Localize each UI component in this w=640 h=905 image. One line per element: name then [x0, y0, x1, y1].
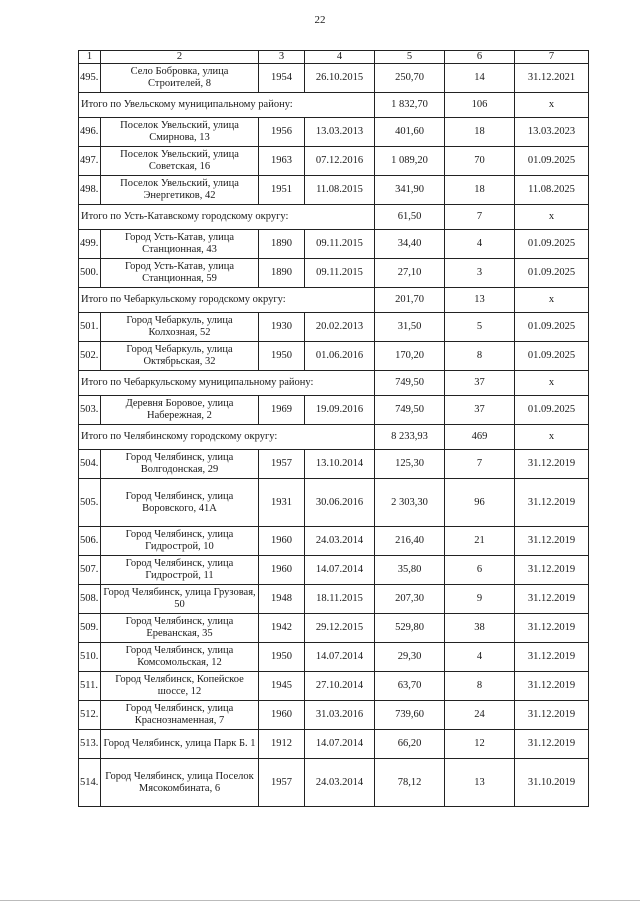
- area-cell: 341,90: [375, 176, 445, 205]
- header-cell: 2: [101, 51, 259, 64]
- total-label: Итого по Чебаркульскому городскому округу:: [79, 288, 375, 313]
- row-number: 514.: [79, 759, 101, 807]
- total-area: 8 233,93: [375, 425, 445, 450]
- total-label: Итого по Челябинскому городскому округу:: [79, 425, 375, 450]
- row-number: 496.: [79, 118, 101, 147]
- address-cell: Город Усть-Катав, улица Станционная, 59: [101, 259, 259, 288]
- deadline-cell: 13.03.2023: [515, 118, 589, 147]
- count-cell: 12: [445, 730, 515, 759]
- date-cell: 11.08.2015: [305, 176, 375, 205]
- date-cell: 20.02.2013: [305, 313, 375, 342]
- table-header-row: [79, 51, 589, 64]
- total-label: Итого по Увельскому муниципальному району:: [79, 93, 375, 118]
- year-cell: 1969: [259, 396, 305, 425]
- count-cell: 96: [445, 479, 515, 527]
- table-row: [79, 672, 589, 701]
- address-cell: Город Челябинск, улица Гидрострой, 11: [101, 556, 259, 585]
- date-cell: 26.10.2015: [305, 64, 375, 93]
- year-cell: 1957: [259, 450, 305, 479]
- total-row: [79, 425, 589, 450]
- table-row: [79, 342, 589, 371]
- table-row: [79, 230, 589, 259]
- deadline-cell: 31.12.2019: [515, 730, 589, 759]
- count-cell: 8: [445, 672, 515, 701]
- count-cell: 13: [445, 759, 515, 807]
- year-cell: 1890: [259, 259, 305, 288]
- year-cell: 1950: [259, 643, 305, 672]
- total-row: [79, 288, 589, 313]
- row-number: 503.: [79, 396, 101, 425]
- count-cell: 6: [445, 556, 515, 585]
- year-cell: 1954: [259, 64, 305, 93]
- address-cell: Город Челябинск, улица Ереванская, 35: [101, 614, 259, 643]
- housing-table: [78, 50, 589, 807]
- deadline-cell: 31.12.2019: [515, 450, 589, 479]
- row-number: 507.: [79, 556, 101, 585]
- area-cell: 66,20: [375, 730, 445, 759]
- area-cell: 125,30: [375, 450, 445, 479]
- header-cell: 7: [515, 51, 589, 64]
- total-row: [79, 205, 589, 230]
- year-cell: 1890: [259, 230, 305, 259]
- address-cell: Город Челябинск, улица Грузовая, 50: [101, 585, 259, 614]
- header-cell: 6: [445, 51, 515, 64]
- date-cell: 19.09.2016: [305, 396, 375, 425]
- count-cell: 18: [445, 176, 515, 205]
- address-cell: Поселок Увельский, улица Энергетиков, 42: [101, 176, 259, 205]
- deadline-cell: 01.09.2025: [515, 147, 589, 176]
- year-cell: 1942: [259, 614, 305, 643]
- area-cell: 401,60: [375, 118, 445, 147]
- deadline-cell: 31.12.2019: [515, 672, 589, 701]
- count-cell: 21: [445, 527, 515, 556]
- deadline-cell: 31.12.2019: [515, 701, 589, 730]
- table-row: [79, 176, 589, 205]
- date-cell: 14.07.2014: [305, 643, 375, 672]
- date-cell: 30.06.2016: [305, 479, 375, 527]
- area-cell: 63,70: [375, 672, 445, 701]
- area-cell: 216,40: [375, 527, 445, 556]
- year-cell: 1951: [259, 176, 305, 205]
- table-row: [79, 147, 589, 176]
- total-area: 201,70: [375, 288, 445, 313]
- deadline-cell: 31.12.2019: [515, 643, 589, 672]
- table-row: [79, 643, 589, 672]
- total-deadline: х: [515, 205, 589, 230]
- address-cell: Город Челябинск, улица Поселок Мясокомбината, 6: [101, 759, 259, 807]
- deadline-cell: 31.12.2019: [515, 556, 589, 585]
- total-count: 13: [445, 288, 515, 313]
- page-number: 22: [314, 14, 326, 26]
- header-cell: 1: [79, 51, 101, 64]
- count-cell: 24: [445, 701, 515, 730]
- table-body: [79, 51, 589, 807]
- deadline-cell: 01.09.2025: [515, 259, 589, 288]
- area-cell: 1 089,20: [375, 147, 445, 176]
- deadline-cell: 31.12.2019: [515, 527, 589, 556]
- table-row: [79, 527, 589, 556]
- deadline-cell: 31.12.2021: [515, 64, 589, 93]
- deadline-cell: 01.09.2025: [515, 313, 589, 342]
- table-row: [79, 556, 589, 585]
- total-count: 106: [445, 93, 515, 118]
- area-cell: 2 303,30: [375, 479, 445, 527]
- table-row: [79, 64, 589, 93]
- date-cell: 18.11.2015: [305, 585, 375, 614]
- table-row: [79, 396, 589, 425]
- total-label: Итого по Чебаркульскому муниципальному району:: [79, 371, 375, 396]
- deadline-cell: 31.12.2019: [515, 585, 589, 614]
- date-cell: 24.03.2014: [305, 527, 375, 556]
- count-cell: 4: [445, 643, 515, 672]
- address-cell: Поселок Увельский, улица Советская, 16: [101, 147, 259, 176]
- table-row: [79, 730, 589, 759]
- count-cell: 38: [445, 614, 515, 643]
- area-cell: 170,20: [375, 342, 445, 371]
- table-row: [79, 118, 589, 147]
- address-cell: Город Челябинск, улица Воровского, 41А: [101, 479, 259, 527]
- count-cell: 3: [445, 259, 515, 288]
- row-number: 500.: [79, 259, 101, 288]
- header-cell: 3: [259, 51, 305, 64]
- table-row: [79, 479, 589, 527]
- year-cell: 1930: [259, 313, 305, 342]
- count-cell: 37: [445, 396, 515, 425]
- deadline-cell: 11.08.2025: [515, 176, 589, 205]
- deadline-cell: 01.09.2025: [515, 230, 589, 259]
- address-cell: Город Челябинск, улица Парк Б. 1: [101, 730, 259, 759]
- row-number: 501.: [79, 313, 101, 342]
- row-number: 511.: [79, 672, 101, 701]
- year-cell: 1950: [259, 342, 305, 371]
- year-cell: 1960: [259, 527, 305, 556]
- address-cell: Город Челябинск, улица Краснознаменная, 7: [101, 701, 259, 730]
- total-deadline: х: [515, 288, 589, 313]
- date-cell: 09.11.2015: [305, 230, 375, 259]
- deadline-cell: 01.09.2025: [515, 396, 589, 425]
- date-cell: 01.06.2016: [305, 342, 375, 371]
- row-number: 505.: [79, 479, 101, 527]
- count-cell: 14: [445, 64, 515, 93]
- year-cell: 1948: [259, 585, 305, 614]
- area-cell: 739,60: [375, 701, 445, 730]
- address-cell: Город Челябинск, Копейское шоссе, 12: [101, 672, 259, 701]
- date-cell: 13.03.2013: [305, 118, 375, 147]
- year-cell: 1945: [259, 672, 305, 701]
- total-row: [79, 93, 589, 118]
- total-count: 469: [445, 425, 515, 450]
- address-cell: Село Бобровка, улица Строителей, 8: [101, 64, 259, 93]
- year-cell: 1960: [259, 701, 305, 730]
- total-row: [79, 371, 589, 396]
- count-cell: 4: [445, 230, 515, 259]
- address-cell: Город Усть-Катав, улица Станционная, 43: [101, 230, 259, 259]
- row-number: 495.: [79, 64, 101, 93]
- row-number: 499.: [79, 230, 101, 259]
- total-area: 1 832,70: [375, 93, 445, 118]
- area-cell: 27,10: [375, 259, 445, 288]
- date-cell: 27.10.2014: [305, 672, 375, 701]
- count-cell: 7: [445, 450, 515, 479]
- area-cell: 529,80: [375, 614, 445, 643]
- date-cell: 14.07.2014: [305, 730, 375, 759]
- area-cell: 31,50: [375, 313, 445, 342]
- table-row: [79, 313, 589, 342]
- table-row: [79, 259, 589, 288]
- area-cell: 35,80: [375, 556, 445, 585]
- table-row: [79, 759, 589, 807]
- year-cell: 1960: [259, 556, 305, 585]
- deadline-cell: 31.12.2019: [515, 479, 589, 527]
- address-cell: Город Чебаркуль, улица Колхозная, 52: [101, 313, 259, 342]
- year-cell: 1957: [259, 759, 305, 807]
- date-cell: 24.03.2014: [305, 759, 375, 807]
- address-cell: Город Челябинск, улица Гидрострой, 10: [101, 527, 259, 556]
- address-cell: Город Чебаркуль, улица Октябрьская, 32: [101, 342, 259, 371]
- page-bottom-edge: [0, 900, 640, 901]
- year-cell: 1963: [259, 147, 305, 176]
- total-deadline: х: [515, 425, 589, 450]
- year-cell: 1931: [259, 479, 305, 527]
- row-number: 513.: [79, 730, 101, 759]
- address-cell: Город Челябинск, улица Комсомольская, 12: [101, 643, 259, 672]
- row-number: 497.: [79, 147, 101, 176]
- header-cell: 5: [375, 51, 445, 64]
- total-area: 749,50: [375, 371, 445, 396]
- total-area: 61,50: [375, 205, 445, 230]
- deadline-cell: 31.12.2019: [515, 614, 589, 643]
- area-cell: 34,40: [375, 230, 445, 259]
- year-cell: 1912: [259, 730, 305, 759]
- row-number: 510.: [79, 643, 101, 672]
- address-cell: Город Челябинск, улица Волгодонская, 29: [101, 450, 259, 479]
- area-cell: 250,70: [375, 64, 445, 93]
- header-cell: 4: [305, 51, 375, 64]
- row-number: 508.: [79, 585, 101, 614]
- year-cell: 1956: [259, 118, 305, 147]
- deadline-cell: 31.10.2019: [515, 759, 589, 807]
- date-cell: 07.12.2016: [305, 147, 375, 176]
- date-cell: 31.03.2016: [305, 701, 375, 730]
- date-cell: 09.11.2015: [305, 259, 375, 288]
- total-deadline: х: [515, 371, 589, 396]
- area-cell: 78,12: [375, 759, 445, 807]
- area-cell: 207,30: [375, 585, 445, 614]
- area-cell: 749,50: [375, 396, 445, 425]
- area-cell: 29,30: [375, 643, 445, 672]
- table-row: [79, 450, 589, 479]
- total-count: 7: [445, 205, 515, 230]
- deadline-cell: 01.09.2025: [515, 342, 589, 371]
- date-cell: 13.10.2014: [305, 450, 375, 479]
- count-cell: 5: [445, 313, 515, 342]
- row-number: 498.: [79, 176, 101, 205]
- table-row: [79, 585, 589, 614]
- table-row: [79, 701, 589, 730]
- count-cell: 70: [445, 147, 515, 176]
- row-number: 502.: [79, 342, 101, 371]
- table-row: [79, 614, 589, 643]
- address-cell: Деревня Боровое, улица Набережная, 2: [101, 396, 259, 425]
- date-cell: 14.07.2014: [305, 556, 375, 585]
- address-cell: Поселок Увельский, улица Смирнова, 13: [101, 118, 259, 147]
- count-cell: 9: [445, 585, 515, 614]
- count-cell: 18: [445, 118, 515, 147]
- total-count: 37: [445, 371, 515, 396]
- row-number: 509.: [79, 614, 101, 643]
- count-cell: 8: [445, 342, 515, 371]
- row-number: 512.: [79, 701, 101, 730]
- total-label: Итого по Усть-Катавскому городскому округу:: [79, 205, 375, 230]
- total-deadline: х: [515, 93, 589, 118]
- row-number: 506.: [79, 527, 101, 556]
- date-cell: 29.12.2015: [305, 614, 375, 643]
- row-number: 504.: [79, 450, 101, 479]
